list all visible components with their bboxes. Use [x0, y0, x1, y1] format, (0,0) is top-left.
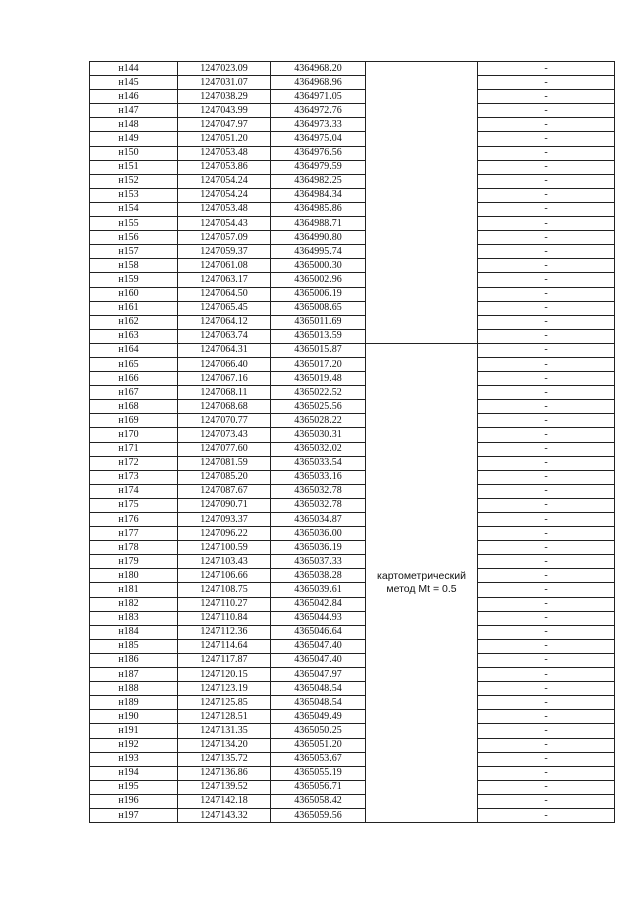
x-coordinate-cell: 1247063.74: [178, 329, 271, 343]
dash-cell: -: [478, 696, 615, 710]
point-id-cell: н157: [90, 245, 178, 259]
method-note-cell: [366, 343, 478, 822]
x-coordinate-cell: 1247073.43: [178, 428, 271, 442]
y-coordinate-cell: 4365015.87: [271, 343, 366, 357]
dash-cell: -: [478, 202, 615, 216]
point-id-cell: н174: [90, 484, 178, 498]
x-coordinate-cell: 1247051.20: [178, 132, 271, 146]
x-coordinate-cell: 1247043.99: [178, 104, 271, 118]
point-id-cell: н152: [90, 174, 178, 188]
x-coordinate-cell: 1247103.43: [178, 555, 271, 569]
y-coordinate-cell: 4365048.54: [271, 682, 366, 696]
y-coordinate-cell: 4365047.40: [271, 639, 366, 653]
dash-cell: -: [478, 146, 615, 160]
point-id-cell: н161: [90, 301, 178, 315]
dash-cell: -: [478, 710, 615, 724]
point-id-cell: н194: [90, 766, 178, 780]
point-id-cell: н158: [90, 259, 178, 273]
point-id-cell: н165: [90, 357, 178, 371]
y-coordinate-cell: 4365050.25: [271, 724, 366, 738]
table-row: [90, 343, 615, 357]
table-row: [90, 160, 615, 174]
y-coordinate-cell: 4365011.69: [271, 315, 366, 329]
table-row: [90, 541, 615, 555]
method-cell-empty: [366, 62, 478, 344]
point-id-cell: н173: [90, 470, 178, 484]
x-coordinate-cell: 1247134.20: [178, 738, 271, 752]
point-id-cell: н181: [90, 583, 178, 597]
x-coordinate-cell: 1247110.27: [178, 597, 271, 611]
table-row: [90, 357, 615, 371]
point-id-cell: н166: [90, 372, 178, 386]
table-row: [90, 386, 615, 400]
point-id-cell: н171: [90, 442, 178, 456]
table-row: [90, 118, 615, 132]
y-coordinate-cell: 4365049.49: [271, 710, 366, 724]
x-coordinate-cell: 1247085.20: [178, 470, 271, 484]
x-coordinate-cell: 1247100.59: [178, 541, 271, 555]
point-id-cell: н183: [90, 611, 178, 625]
dash-cell: -: [478, 287, 615, 301]
dash-cell: -: [478, 653, 615, 667]
table-row: [90, 442, 615, 456]
table-row: [90, 315, 615, 329]
point-id-cell: н179: [90, 555, 178, 569]
y-coordinate-cell: 4364988.71: [271, 217, 366, 231]
dash-cell: -: [478, 76, 615, 90]
dash-cell: -: [478, 611, 615, 625]
x-coordinate-cell: 1247106.66: [178, 569, 271, 583]
point-id-cell: н176: [90, 513, 178, 527]
y-coordinate-cell: 4365033.16: [271, 470, 366, 484]
table-row: [90, 90, 615, 104]
dash-cell: -: [478, 245, 615, 259]
y-coordinate-cell: 4364982.25: [271, 174, 366, 188]
x-coordinate-cell: 1247142.18: [178, 794, 271, 808]
x-coordinate-cell: 1247125.85: [178, 696, 271, 710]
dash-cell: -: [478, 315, 615, 329]
y-coordinate-cell: 4365000.30: [271, 259, 366, 273]
dash-cell: -: [478, 62, 615, 76]
point-id-cell: н178: [90, 541, 178, 555]
x-coordinate-cell: 1247114.64: [178, 639, 271, 653]
x-coordinate-cell: 1247090.71: [178, 498, 271, 512]
y-coordinate-cell: 4365042.84: [271, 597, 366, 611]
y-coordinate-cell: 4364972.76: [271, 104, 366, 118]
y-coordinate-cell: 4365047.40: [271, 653, 366, 667]
dash-cell: -: [478, 442, 615, 456]
y-coordinate-cell: 4364979.59: [271, 160, 366, 174]
y-coordinate-cell: 4365034.87: [271, 513, 366, 527]
x-coordinate-cell: 1247023.09: [178, 62, 271, 76]
x-coordinate-cell: 1247135.72: [178, 752, 271, 766]
table-row: [90, 738, 615, 752]
point-id-cell: н169: [90, 414, 178, 428]
x-coordinate-cell: 1247108.75: [178, 583, 271, 597]
dash-cell: -: [478, 301, 615, 315]
point-id-cell: н151: [90, 160, 178, 174]
y-coordinate-cell: 4365033.54: [271, 456, 366, 470]
y-coordinate-cell: 4365048.54: [271, 696, 366, 710]
dash-cell: -: [478, 217, 615, 231]
y-coordinate-cell: 4364968.20: [271, 62, 366, 76]
x-coordinate-cell: 1247081.59: [178, 456, 271, 470]
x-coordinate-cell: 1247143.32: [178, 808, 271, 822]
method-note-line2: метод Mt = 0.5: [386, 582, 457, 595]
coordinates-table: [89, 61, 615, 823]
point-id-cell: н177: [90, 527, 178, 541]
x-coordinate-cell: 1247059.37: [178, 245, 271, 259]
dash-cell: -: [478, 555, 615, 569]
dash-cell: -: [478, 259, 615, 273]
x-coordinate-cell: 1247068.11: [178, 386, 271, 400]
point-id-cell: н196: [90, 794, 178, 808]
dash-cell: -: [478, 90, 615, 104]
dash-cell: -: [478, 343, 615, 357]
y-coordinate-cell: 4365017.20: [271, 357, 366, 371]
y-coordinate-cell: 4365008.65: [271, 301, 366, 315]
table-row: [90, 583, 615, 597]
table-row: [90, 259, 615, 273]
point-id-cell: н155: [90, 217, 178, 231]
table-row: [90, 498, 615, 512]
y-coordinate-cell: 4364973.33: [271, 118, 366, 132]
x-coordinate-cell: 1247112.36: [178, 625, 271, 639]
table-row: [90, 569, 615, 583]
y-coordinate-cell: 4365058.42: [271, 794, 366, 808]
point-id-cell: н172: [90, 456, 178, 470]
point-id-cell: н189: [90, 696, 178, 710]
point-id-cell: н187: [90, 668, 178, 682]
dash-cell: -: [478, 414, 615, 428]
y-coordinate-cell: 4365022.52: [271, 386, 366, 400]
table-row: [90, 794, 615, 808]
x-coordinate-cell: 1247139.52: [178, 780, 271, 794]
dash-cell: -: [478, 724, 615, 738]
point-id-cell: н191: [90, 724, 178, 738]
dash-cell: -: [478, 766, 615, 780]
table-row: [90, 513, 615, 527]
table-row: [90, 329, 615, 343]
table-row: [90, 710, 615, 724]
x-coordinate-cell: 1247031.07: [178, 76, 271, 90]
y-coordinate-cell: 4365046.64: [271, 625, 366, 639]
table-row: [90, 484, 615, 498]
x-coordinate-cell: 1247065.45: [178, 301, 271, 315]
point-id-cell: н175: [90, 498, 178, 512]
point-id-cell: н154: [90, 202, 178, 216]
point-id-cell: н160: [90, 287, 178, 301]
y-coordinate-cell: 4365051.20: [271, 738, 366, 752]
x-coordinate-cell: 1247128.51: [178, 710, 271, 724]
dash-cell: -: [478, 372, 615, 386]
y-coordinate-cell: 4365019.48: [271, 372, 366, 386]
y-coordinate-cell: 4365028.22: [271, 414, 366, 428]
point-id-cell: н159: [90, 273, 178, 287]
dash-cell: -: [478, 597, 615, 611]
table-row: [90, 414, 615, 428]
y-coordinate-cell: 4365032.78: [271, 498, 366, 512]
dash-cell: -: [478, 386, 615, 400]
dash-cell: -: [478, 456, 615, 470]
y-coordinate-cell: 4364968.96: [271, 76, 366, 90]
table-row: [90, 625, 615, 639]
y-coordinate-cell: 4365047.97: [271, 668, 366, 682]
dash-cell: -: [478, 527, 615, 541]
dash-cell: -: [478, 583, 615, 597]
table-row: [90, 287, 615, 301]
dash-cell: -: [478, 752, 615, 766]
dash-cell: -: [478, 498, 615, 512]
y-coordinate-cell: 4365036.19: [271, 541, 366, 555]
x-coordinate-cell: 1247061.08: [178, 259, 271, 273]
point-id-cell: н180: [90, 569, 178, 583]
x-coordinate-cell: 1247038.29: [178, 90, 271, 104]
y-coordinate-cell: 4365038.28: [271, 569, 366, 583]
point-id-cell: н167: [90, 386, 178, 400]
table-row: [90, 780, 615, 794]
point-id-cell: н193: [90, 752, 178, 766]
point-id-cell: н147: [90, 104, 178, 118]
table-row: [90, 639, 615, 653]
x-coordinate-cell: 1247068.68: [178, 400, 271, 414]
dash-cell: -: [478, 808, 615, 822]
x-coordinate-cell: 1247066.40: [178, 357, 271, 371]
table-row: [90, 217, 615, 231]
y-coordinate-cell: 4365055.19: [271, 766, 366, 780]
y-coordinate-cell: 4365044.93: [271, 611, 366, 625]
dash-cell: -: [478, 273, 615, 287]
x-coordinate-cell: 1247054.43: [178, 217, 271, 231]
dash-cell: -: [478, 400, 615, 414]
point-id-cell: н153: [90, 188, 178, 202]
x-coordinate-cell: 1247067.16: [178, 372, 271, 386]
y-coordinate-cell: 4364995.74: [271, 245, 366, 259]
dash-cell: -: [478, 639, 615, 653]
table-row: [90, 696, 615, 710]
point-id-cell: н170: [90, 428, 178, 442]
table-row: [90, 597, 615, 611]
y-coordinate-cell: 4365006.19: [271, 287, 366, 301]
x-coordinate-cell: 1247054.24: [178, 174, 271, 188]
dash-cell: -: [478, 357, 615, 371]
x-coordinate-cell: 1247057.09: [178, 231, 271, 245]
table-row: [90, 527, 615, 541]
y-coordinate-cell: 4365002.96: [271, 273, 366, 287]
point-id-cell: н144: [90, 62, 178, 76]
dash-cell: -: [478, 118, 615, 132]
table-row: [90, 470, 615, 484]
dash-cell: -: [478, 541, 615, 555]
dash-cell: -: [478, 668, 615, 682]
point-id-cell: н163: [90, 329, 178, 343]
x-coordinate-cell: 1247047.97: [178, 118, 271, 132]
table-row: [90, 682, 615, 696]
table-row: [90, 653, 615, 667]
y-coordinate-cell: 4365032.78: [271, 484, 366, 498]
x-coordinate-cell: 1247120.15: [178, 668, 271, 682]
dash-cell: -: [478, 513, 615, 527]
point-id-cell: н164: [90, 343, 178, 357]
table-row: [90, 301, 615, 315]
dash-cell: -: [478, 470, 615, 484]
table-row: [90, 62, 615, 76]
table-row: [90, 76, 615, 90]
dash-cell: -: [478, 428, 615, 442]
x-coordinate-cell: 1247070.77: [178, 414, 271, 428]
x-coordinate-cell: 1247093.37: [178, 513, 271, 527]
point-id-cell: н156: [90, 231, 178, 245]
point-id-cell: н146: [90, 90, 178, 104]
table-row: [90, 231, 615, 245]
table-row: [90, 555, 615, 569]
point-id-cell: н190: [90, 710, 178, 724]
table-row: [90, 273, 615, 287]
table-row: [90, 245, 615, 259]
point-id-cell: н197: [90, 808, 178, 822]
x-coordinate-cell: 1247053.48: [178, 202, 271, 216]
dash-cell: -: [478, 104, 615, 118]
point-id-cell: н148: [90, 118, 178, 132]
y-coordinate-cell: 4365056.71: [271, 780, 366, 794]
point-id-cell: н185: [90, 639, 178, 653]
dash-cell: -: [478, 682, 615, 696]
x-coordinate-cell: 1247063.17: [178, 273, 271, 287]
table-row: [90, 456, 615, 470]
point-id-cell: н182: [90, 597, 178, 611]
y-coordinate-cell: 4364971.05: [271, 90, 366, 104]
y-coordinate-cell: 4364990.80: [271, 231, 366, 245]
x-coordinate-cell: 1247064.12: [178, 315, 271, 329]
y-coordinate-cell: 4364975.04: [271, 132, 366, 146]
point-id-cell: н149: [90, 132, 178, 146]
y-coordinate-cell: 4365037.33: [271, 555, 366, 569]
x-coordinate-cell: 1247110.84: [178, 611, 271, 625]
table-row: [90, 808, 615, 822]
table-row: [90, 174, 615, 188]
x-coordinate-cell: 1247053.86: [178, 160, 271, 174]
method-note-line1: картометрический: [377, 569, 466, 582]
x-coordinate-cell: 1247136.86: [178, 766, 271, 780]
y-coordinate-cell: 4365025.56: [271, 400, 366, 414]
dash-cell: -: [478, 188, 615, 202]
point-id-cell: н150: [90, 146, 178, 160]
dash-cell: -: [478, 738, 615, 752]
x-coordinate-cell: 1247123.19: [178, 682, 271, 696]
y-coordinate-cell: 4365013.59: [271, 329, 366, 343]
x-coordinate-cell: 1247077.60: [178, 442, 271, 456]
point-id-cell: н162: [90, 315, 178, 329]
x-coordinate-cell: 1247131.35: [178, 724, 271, 738]
dash-cell: -: [478, 174, 615, 188]
y-coordinate-cell: 4365032.02: [271, 442, 366, 456]
y-coordinate-cell: 4365059.56: [271, 808, 366, 822]
table-row: [90, 724, 615, 738]
table-row: [90, 611, 615, 625]
table-row: [90, 428, 615, 442]
point-id-cell: н168: [90, 400, 178, 414]
y-coordinate-cell: 4364976.56: [271, 146, 366, 160]
y-coordinate-cell: 4364985.86: [271, 202, 366, 216]
table-row: [90, 400, 615, 414]
table-row: [90, 202, 615, 216]
table-row: [90, 766, 615, 780]
dash-cell: -: [478, 794, 615, 808]
x-coordinate-cell: 1247064.31: [178, 343, 271, 357]
point-id-cell: н186: [90, 653, 178, 667]
table-row: [90, 188, 615, 202]
table-row: [90, 752, 615, 766]
y-coordinate-cell: 4365036.00: [271, 527, 366, 541]
x-coordinate-cell: 1247096.22: [178, 527, 271, 541]
table-row: [90, 146, 615, 160]
y-coordinate-cell: 4365039.61: [271, 583, 366, 597]
dash-cell: -: [478, 231, 615, 245]
dash-cell: -: [478, 484, 615, 498]
coordinates-table-body: [90, 62, 615, 823]
x-coordinate-cell: 1247053.48: [178, 146, 271, 160]
table-row: [90, 668, 615, 682]
dash-cell: -: [478, 160, 615, 174]
dash-cell: -: [478, 569, 615, 583]
y-coordinate-cell: 4365030.31: [271, 428, 366, 442]
point-id-cell: н195: [90, 780, 178, 794]
x-coordinate-cell: 1247054.24: [178, 188, 271, 202]
x-coordinate-cell: 1247087.67: [178, 484, 271, 498]
point-id-cell: н145: [90, 76, 178, 90]
dash-cell: -: [478, 132, 615, 146]
point-id-cell: н192: [90, 738, 178, 752]
point-id-cell: н188: [90, 682, 178, 696]
point-id-cell: н184: [90, 625, 178, 639]
table-row: [90, 132, 615, 146]
y-coordinate-cell: 4364984.34: [271, 188, 366, 202]
x-coordinate-cell: 1247117.87: [178, 653, 271, 667]
dash-cell: -: [478, 780, 615, 794]
x-coordinate-cell: 1247064.50: [178, 287, 271, 301]
y-coordinate-cell: 4365053.67: [271, 752, 366, 766]
table-row: [90, 372, 615, 386]
table-row: [90, 104, 615, 118]
dash-cell: -: [478, 329, 615, 343]
dash-cell: -: [478, 625, 615, 639]
